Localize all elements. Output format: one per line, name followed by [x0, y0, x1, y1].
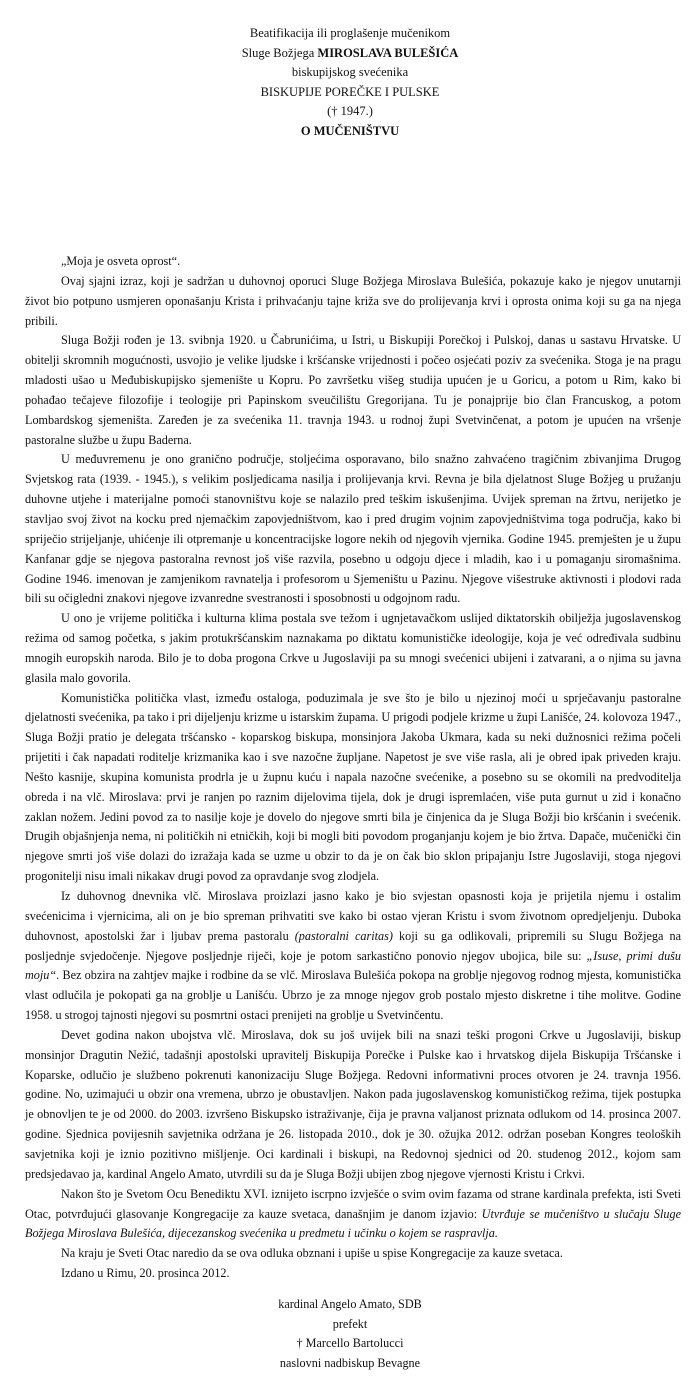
paragraph-3: U međuvremenu je ono granično područje, stoljećima osporavano, bilo snažno zahvaćeno tragičnim zbivanjima Drugog Svjetskog rata (1939. - 1945.), s velikim posljedicama nasilja i prolijevanja krvi. Revna je bila djelatnost Sluge Božjeg u pružanju duhovne utjehe i materijalne pomoći stanovništvu koje se nalazilo pred teškim iskušenjima. Uvijek spreman na žrtvu, nerijetko je stavljao svoj život na kocku pred njemačkim zapovjedništvom, kao i pred drugim vojnim zapovjedništvima toga područja, kako bi spriječio strijeljanje, uhićenje ili otpremanje u koncentracijske logore nekih od njegovih vjernika. Godine 1945. premješten je u župu Kanfanar gdje se njegova pastoralna revnost još više razvila, posebno u odgoju djece i mladih, kao i u pomaganju siromašnima. Godine 1946. imenovan je zamjenikom ravnatelja i profesorom u Sjemeništu u Pazinu. Njegove višestruke aktivnosti i plodovi rada bili su očigledni znakovi njegove izvanredne svestranosti i sposobnosti u odgojnom radu.	[25, 452, 681, 606]
header-line-diocese: BISKUPIJE POREČKE I PULSKE	[260, 84, 440, 99]
signature-block	[0, 1295, 700, 1373]
paragraph-7: Devet godina nakon ubojstva vlč. Miroslava, dok su još uvijek bili na snazi teški progoni Crkve u Jugoslaviji, biskup monsinjor Dragutin Nežić, tadašnji apostolski upravitelj Biskupija Porečke i Pulske kao i hrvatskog dijela Biskupija Tršćanske i Koparske, odlučio je službeno pokrenuti kanonizaciju Sluge Božjega. Redovni informativni proces otvoren je 24. travnja 1956. godine. No, uzimajući u obzir ona vremena, ubrzo je obustavljen. Nakon pada jugoslavenskog komunističkog režima, tijek postupka je obnovljen te je od 2000. do 2003. izvršeno Biskupsko istraživanje, čija je pravna valjanost priznata odlukom od 14. prosinca 2007. godine. Sjednica povijesnih savjetnika održana je 26. listopada 2010., dok je 30. ožujka 2012. održan poseban Kongres teoloških savjetnika koji je iznio pozitivno mišljenje. Oci kardinali i biskupi, na Redovnoj sjednici od 20. studenog 2012., kojom sam predsjedavao ja, kardinal Angelo Amato, utvrdili su da je Sluga Božji ubijen zbog njegove vjernosti Kristu i Crkvi.	[25, 1027, 681, 1181]
signature-archbishop-title: naslovni nadbiskup Bevagne	[279, 1355, 421, 1370]
document-title: O MUČENIŠTVU	[300, 123, 400, 138]
paragraph-6-last-words: „Isuse, primi dušu moju“	[25, 948, 681, 983]
header-line-topic	[0, 122, 700, 142]
paragraph-2: Sluga Božji rođen je 13. svibnja 1920. u Čabrunićima, u Istri, u Biskupiji Porečkoj i Pulskoj, danas u sastavu Hrvatske. U obitelji skromnih mogućnosti, usvojio je velike ljudske i kršćanske vrijednosti i počeo osjećati poziv za svećenika. Stoga je na pragu mladosti ušao u Međubiskupijsko sjemenište u Kopru. Po završetku višeg studija upućen je u Goricu, a potom u Rim, kako bi pohađao tečajeve filozofije i teologije pri Papinskom sveučilištu Gregorijana. Tu je ponajprije bio član Francuskog, a potom Lombardskog sjemeništa. Zaređen je za svećenika 11. travnja 1943. u rodnoj župi Svetvinčenat, a potom je upućen na vršenje pastoralne službe u župu Baderna.	[25, 333, 681, 447]
paragraph-8-part-a: Nakon što je Svetom Ocu Benediktu XVI. iznijeto iscrpno izvješće o svim ovim fazama od strane kardinala prefekta, isti Sveti Otac, potvrđujući glasovanje Kongregacije za kauze svetaca, današnjim je danom izjavio:	[25, 1186, 681, 1221]
paragraph-date: Izdano u Rimu, 20. prosinca 2012.	[61, 1266, 230, 1281]
document-header	[0, 24, 700, 142]
paragraph-8	[25, 1185, 681, 1245]
header-line-death-year: († 1947.)	[327, 104, 373, 119]
header-servant-name: MIROSLAVA BULEŠIĆA	[317, 45, 459, 60]
paragraph-motto: „Moja je osveta oprost“.	[61, 254, 181, 268]
header-line-priest: biskupijskog svećenika	[291, 65, 409, 80]
header-line-servant	[0, 44, 700, 64]
paragraph-6-part-e: . Bez obzira na zahtjev majke i rodbine da se vlč. Miroslava Bulešića pokopa na groblje njegovog rodnog mjesta, komunistička vlast odlučila je pokopati ga na groblje u Lanišću. Ubrzo je za mnoge njegov grob postalo mjesto diskretne i tihe molitve. Godine 1958. u strogoj tajnosti njegovi su posmrtni ostaci prenijeti na groblje u Svetvinčentu.	[25, 968, 681, 1023]
signature-archbishop: † Marcello Bartolucci	[296, 1336, 404, 1351]
paragraph-5: Komunistička politička vlast, između ostaloga, poduzimala je sve što je bilo u njezinoj moći u sprječavanju pastoralne djelatnosti svećenika, pa tako i pri dijeljenju krizme u istarskim župama. U prigodi podjele krizme u župi Lanišće, 24. kolovoza 1947., Sluga Božji pratio je delegata tršćansko - koparskog biskupa, monsinjora Jakoba Ukmara, kada su neki dužnosnici režima počeli prijetiti i čak napadati roditelje krizmanika kao i sve nazočne župljane. Napetost je sve više rasla, ali je obred ipak priveden kraju. Nešto kasnije, skupina komunista prodrla je u župnu kuću i napala nazočne svećenike, a posebno su se okomili na predvoditelja obreda i na vlč. Miroslava: prvi je ranjen po raznim dijelovima tijela, dok je drugi ispremlaćen, više puta gurnut u zid i konačno zaklan nožem. Jedini povod za to nasilje koje je dovelo do njegove smrti bila je činjenica da je Sluga Božji bio kršćanin i svećenik. Drugih objašnjenja nema, ni političkih ni etničkih, koji bi mogli biti povodom proganjanju kojem je bio žrtva. Dapače, mučenički čin njegove smrti još više dolazi do izražaja kada se uzme u obzir to da je on čak bio sklon pripajanju Istre Jugoslaviji, stoga njegovi progonitelji nisu imali nikakav drugi povod za opravdanje svog zlodjela.	[25, 690, 681, 884]
header-line-beatification: Beatifikacija ili proglašenje mučenikom	[249, 26, 451, 40]
signature-cardinal-title: prefekt	[332, 1316, 368, 1331]
signature-cardinal: kardinal Angelo Amato, SDB	[278, 1297, 422, 1311]
paragraph-6-part-c: koji su ga odlikovali, pripremili su Slugu Božjega na posljednje svjedočenje. Njegove posljednje riječi, koje je potom sarkastično ponovio njegov ubojica, bile su:	[25, 928, 681, 963]
paragraph-4: U ono je vrijeme politička i kulturna klima postala sve težom i ugnjetavačkom uslijed diktatorskih obilježja jugoslavenskog režima od samog početka, s jakim protukršćanskim naznakama po diktatu komunističke ideologije, koja je već određivala sudbinu mnogih europskih naroda. Bilo je to doba progona Crkve u Jugoslaviji pa su mnogi svećenici ubijeni i zatvarani, a o njima su javna glasila malo govorila.	[25, 611, 681, 685]
document-body	[25, 252, 681, 1284]
paragraph-9: Na kraju je Sveti Otac naredio da se ova odluka obznani i upiše u spise Kongregacije za kauze svetaca.	[61, 1246, 563, 1261]
header-servant-prefix: Sluge Božjega	[241, 45, 318, 60]
paragraph-6-part-a: Iz duhovnog dnevnika vlč. Miroslava proizlazi jasno kako je bio svjestan opasnosti koja je prijetila njemu i ostalim svećenicima i vjernicima, ali on je bio spreman prihvatiti sve kako bi ostao vjeran Kristu i svom životnom opredjeljenju. Duboka duhovnost, apostolski žar i ljubav prema pastoralu	[25, 889, 681, 943]
paragraph-8-decree: Utvrđuje se mučeništvo u slučaju Sluge Božjega Miroslava Bulešića, dijecezanskog svećenika u predmetu i učinku o kojem se raspravlja.	[25, 1206, 681, 1241]
paragraph-6	[25, 887, 681, 1026]
paragraph-1: Ovaj sjajni izraz, koji je sadržan u duhovnoj oporuci Sluge Božjega Miroslava Bulešića, pokazuje kako je njegov unutarnji život bio potpuno usmjeren oponašanju Krista i prihvaćanju tajne križa sve do prolijevanja krvi i oprosta onima koji su ga na njega pribili.	[25, 273, 681, 328]
paragraph-6-caritas: (pastoralni caritas)	[294, 928, 393, 943]
